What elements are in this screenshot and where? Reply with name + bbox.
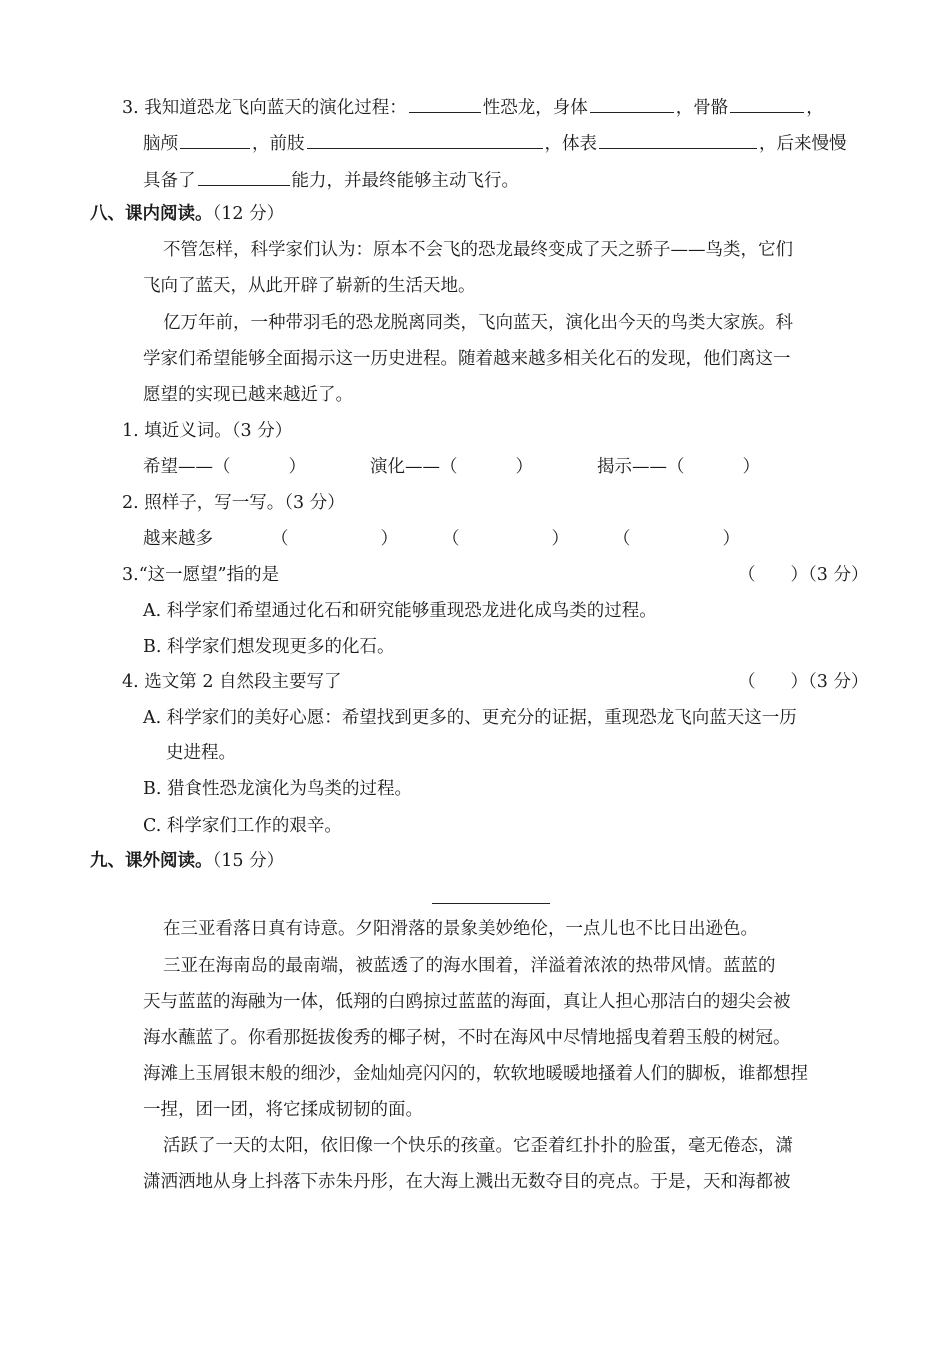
q7-3-line3 [143, 167, 519, 193]
paren-open: （ [613, 529, 631, 549]
answer-blank[interactable] [730, 94, 804, 113]
q7-3-text: ，骨骼 [675, 98, 729, 118]
q7-3-text: ，后来慢慢 [759, 134, 847, 154]
s8-q3-score[interactable]: （ ）（3 分） [738, 565, 869, 585]
answer-blank[interactable] [180, 130, 250, 149]
s8-q3-option-a: A. 科学家们希望通过化石和研究能够重现恐龙进化成鸟类的过程。 [143, 601, 657, 621]
answer-blank[interactable] [307, 130, 543, 149]
section-9-heading [90, 849, 284, 873]
s8-q4-option-a-line1: A. 科学家们的美好心愿：希望找到更多的、更充分的证据，重现恐龙飞向蓝天这一历 [143, 708, 797, 728]
s9-p2-line3: 海水蘸蓝了。你看那挺拔俊秀的椰子树，不时在海风中尽情地摇曳着碧玉般的树冠。 [143, 1028, 791, 1048]
s8-q4-title: 4. 选文第 2 自然段主要写了 [122, 672, 342, 692]
section-8-heading [90, 202, 284, 226]
answer-blank[interactable] [590, 94, 674, 113]
s9-p3-line2: 潇洒洒地从身上抖落下赤朱丹彤，在大海上溅出无数夺目的亮点。于是，天和海都被 [143, 1172, 791, 1192]
paren-open: （ [271, 529, 289, 549]
s8-para2-line3: 愿望的实现已越来越近了。 [143, 385, 353, 405]
q7-3-text: 脑颅 [143, 134, 178, 154]
s9-p1: 在三亚看落日真有诗意。夕阳滑落的景象美妙绝伦，一点儿也不比日出逊色。 [163, 919, 758, 939]
s9-p2-line5: 一捏，团一团，将它揉成韧韧的面。 [143, 1100, 423, 1120]
q7-3-text: ，体表 [544, 134, 597, 154]
s9-p3-line1: 活跃了一天的太阳，依旧像一个快乐的孩童。它歪着红扑扑的脸蛋，毫无倦态，潇 [163, 1136, 793, 1156]
paren-close: ） [288, 457, 306, 477]
example-word: 越来越多 [143, 529, 213, 549]
s8-para2-line2: 学家们希望能够全面揭示这一历史进程。随着越来越多相关化石的发现，他们离这一 [143, 349, 791, 369]
s8-q4-option-c: C. 科学家们工作的艰辛。 [143, 816, 342, 836]
s8-q1-title: 1. 填近义词。（3 分） [122, 421, 293, 441]
s8-para1-line1: 不管怎样，科学家们认为：原本不会飞的恐龙最终变成了天之骄子——鸟类，它们 [163, 240, 793, 260]
q7-3-line2 [143, 130, 847, 156]
section-title: 八、课内阅读。 [90, 204, 213, 224]
synonym-prompt: 揭示——（ [597, 457, 685, 477]
answer-blank[interactable] [409, 94, 481, 113]
paren-close: ） [515, 457, 533, 477]
s8-q4-option-b: B. 猎食性恐龙演化为鸟类的过程。 [143, 779, 412, 799]
answer-blank[interactable] [198, 167, 290, 186]
paren-close: ） [722, 529, 740, 549]
s8-q2-items [143, 527, 740, 551]
section-score: （15 分） [212, 851, 285, 871]
s8-q4-option-a-line2: 史进程。 [166, 743, 236, 763]
s8-q1-items [143, 455, 760, 479]
paren-close: ） [380, 529, 398, 549]
s8-q2-title: 2. 照样子，写一写。（3 分） [122, 493, 345, 513]
q7-3-text: 能力，并最终能够主动飞行。 [291, 171, 519, 191]
q7-3-text: 具备了 [143, 171, 196, 191]
s8-para2-line1: 亿万年前，一种带羽毛的恐龙脱离同类，飞向蓝天，演化出今天的鸟类大家族。科 [163, 313, 793, 333]
passage-title-blank[interactable] [432, 903, 550, 904]
paren-close: ） [742, 457, 760, 477]
paren-close: ） [551, 529, 569, 549]
s8-para1-line2: 飞向了蓝天，从此开辟了崭新的生活天地。 [143, 276, 476, 296]
synonym-prompt: 演化——（ [370, 457, 458, 477]
q7-3-text: ，前肢 [252, 134, 305, 154]
q7-3-line1 [122, 94, 824, 120]
section-title: 九、课外阅读。 [90, 851, 213, 871]
s9-p2-line1: 三亚在海南岛的最南端，被蓝透了的海水围着，洋溢着浓浓的热带风情。蓝蓝的 [163, 956, 776, 976]
paren-open: （ [442, 529, 460, 549]
s8-q3-option-b: B. 科学家们想发现更多的化石。 [143, 637, 395, 657]
answer-blank[interactable] [599, 130, 757, 149]
s9-p2-line2: 天与蓝蓝的海融为一体，低翔的白鸥掠过蓝蓝的海面，真让人担心那洁白的翅尖会被 [143, 992, 791, 1012]
section-score: （12 分） [212, 204, 285, 224]
q7-3-text: 3. 我知道恐龙飞向蓝天的演化过程： [122, 98, 407, 118]
s8-q3-title: 3.“这一愿望”指的是 [122, 565, 280, 585]
q7-3-text: ， [806, 98, 824, 118]
s8-q4-score[interactable]: （ ）（3 分） [738, 672, 869, 692]
synonym-prompt: 希望——（ [143, 457, 231, 477]
s9-p2-line4: 海滩上玉屑银末般的细沙，金灿灿亮闪闪的，软软地暖暖地搔着人们的脚板，谁都想捏 [143, 1064, 808, 1084]
q7-3-text: 性恐龙，身体 [482, 98, 588, 118]
